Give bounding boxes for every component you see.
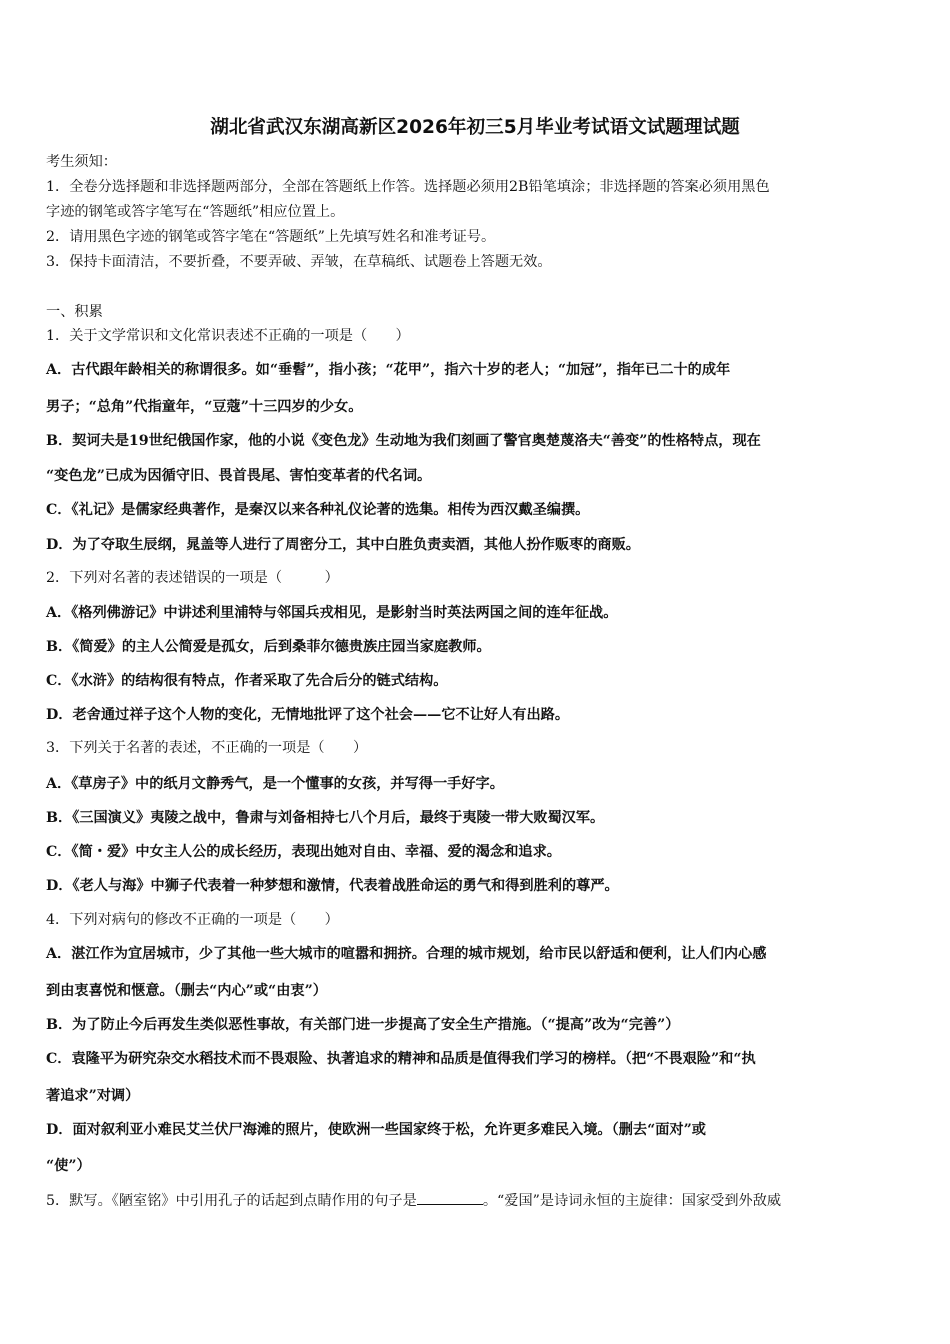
q3-option-d: D．《老人与海》中狮子代表着一种梦想和激情，代表着战胜命运的勇气和得到胜利的尊严。: [46, 878, 619, 894]
q2-stem: 2．下列对名著的表述错误的一项是（ ）: [46, 570, 339, 586]
q1-option-a-line1: A．古代跟年龄相关的称谓很多。如“垂髫”，指小孩；“花甲”，指六十岁的老人；“加冠”，指年已二十的成年: [46, 362, 731, 378]
notice-heading: 考生须知：: [46, 154, 117, 170]
q2-option-b: B．《简爱》的主人公简爱是孤女，后到桑菲尔德贵族庄园当家庭教师。: [46, 639, 491, 655]
q5-stem: [46, 1190, 781, 1211]
q4-option-d-line1: D．面对叙利亚小难民艾兰伏尸海滩的照片，使欧洲一些国家终于松，允许更多难民入境。（删去“面对”或: [46, 1122, 706, 1138]
q3-option-a: A．《草房子》中的纸月文静秀气，是一个懂事的女孩，并写得一手好字。: [46, 776, 504, 792]
q4-option-d-line2: “使”）: [46, 1158, 91, 1174]
notice-line-1a: 1．全卷分选择题和非选择题两部分，全部在答题纸上作答。选择题必须用2B铅笔填涂；非选择题的答案必须用黑色: [46, 179, 770, 195]
q1-option-c: C．《礼记》是儒家经典著作，是秦汉以来各种礼仪论著的选集。相传为西汉戴圣编撰。: [46, 502, 590, 518]
q1-option-b-line2: “变色龙”已成为因循守旧、畏首畏尾、害怕变革者的代名词。: [46, 468, 432, 484]
exam-title: 湖北省武汉东湖高新区2026年初三5月毕业考试语文试题理试题: [210, 117, 740, 138]
notice-line-1b: 字迹的钢笔或答字笔写在“答题纸”相应位置上。: [46, 204, 345, 220]
q2-option-d: D．老舍通过祥子这个人物的变化，无情地批评了这个社会——它不让好人有出路。: [46, 707, 570, 723]
q4-option-a-line1: A．湛江作为宜居城市，少了其他一些大城市的喧嚣和拥挤。合理的城市规划，给市民以舒适和便利，让人们内心感: [46, 946, 767, 962]
q4-option-c-line1: C．袁隆平为研究杂交水稻技术而不畏艰险、执著追求的精神和品质是值得我们学习的榜样。（把“不畏艰险”和“执: [46, 1051, 756, 1067]
q4-option-b: B．为了防止今后再发生类似恶性事故，有关部门进一步提高了安全生产措施。（“提高”改为“完善”）: [46, 1017, 680, 1033]
q3-option-c: C．《简・爱》中女主人公的成长经历，表现出她对自由、幸福、爱的渴念和追求。: [46, 844, 561, 860]
notice-line-2: 2．请用黑色字迹的钢笔或答字笔在“答题纸”上先填写姓名和准考证号。: [46, 229, 496, 245]
q1-stem: 1．关于文学常识和文化常识表述不正确的一项是（ ）: [46, 328, 410, 344]
q1-option-d: D．为了夺取生辰纲，晁盖等人进行了周密分工，其中白胜负责卖酒，其他人扮作贩枣的商贩。: [46, 537, 640, 553]
q1-option-b-line1: B．契诃夫是19世纪俄国作家，他的小说《变色龙》生动地为我们刻画了警官奥楚蔑洛夫“善变”的性格特点，现在: [46, 433, 761, 449]
q3-stem: 3．下列关于名著的表述，不正确的一项是（ ）: [46, 740, 368, 756]
q4-option-c-line2: 著追求”对调）: [46, 1088, 140, 1104]
q1-option-a-line2: 男子；“总角”代指童年，“豆蔻”十三四岁的少女。: [46, 399, 363, 415]
q4-option-a-line2: 到由衷喜悦和惬意。（删去“内心”或“由衷”）: [46, 983, 327, 999]
notice-line-3: 3．保持卡面清洁，不要折叠，不要弄破、弄皱，在草稿纸、试题卷上答题无效。: [46, 254, 552, 270]
q5-stem-after: 。“爱国”是诗词永恒的主旋律：国家受到外敌威: [482, 1193, 782, 1209]
q5-answer-blank: [417, 1190, 483, 1205]
q4-stem: 4．下列对病句的修改不正确的一项是（ ）: [46, 912, 339, 928]
q3-option-b: B．《三国演义》夷陵之战中，鲁肃与刘备相持七八个月后，最终于夷陵一带大败蜀汉军。: [46, 810, 605, 826]
q2-option-a: A．《格列佛游记》中讲述利里浦特与邻国兵戎相见，是影射当时英法两国之间的连年征战。: [46, 605, 618, 621]
q5-stem-before: 5．默写。《陋室铭》中引用孔子的话起到点睛作用的句子是: [46, 1193, 417, 1209]
section-heading: 一、积累: [46, 304, 103, 320]
q2-option-c: C．《水浒》的结构很有特点，作者采取了先合后分的链式结构。: [46, 673, 448, 689]
